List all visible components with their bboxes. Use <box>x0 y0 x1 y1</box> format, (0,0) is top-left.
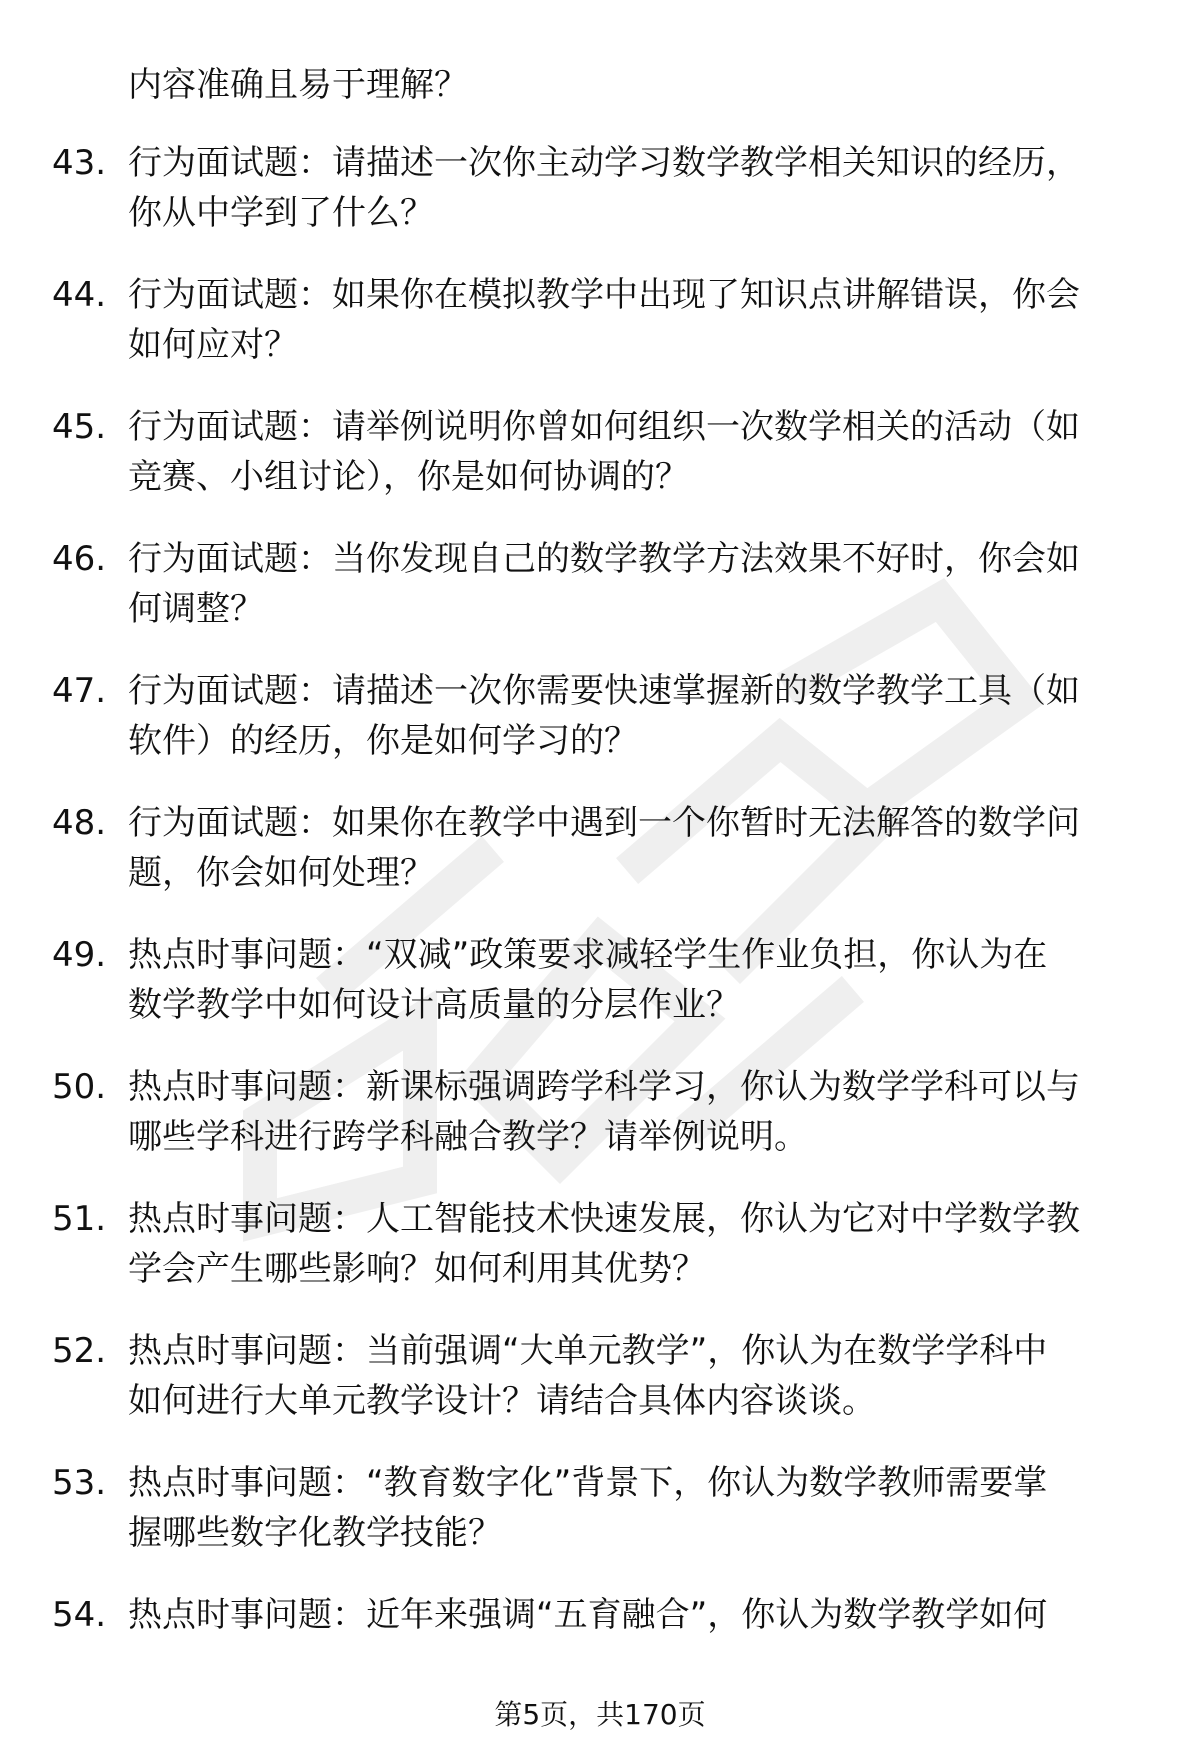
question-text <box>128 534 1138 634</box>
question-item <box>0 402 1200 534</box>
question-line: 行为面试题：如果你在模拟教学中出现了知识点讲解错误，你会 <box>128 275 1080 315</box>
question-line: 数学教学中如何设计高质量的分层作业？ <box>128 985 740 1025</box>
question-line: 你从中学到了什么？ <box>128 193 434 233</box>
question-text <box>128 1062 1138 1162</box>
question-item <box>0 534 1200 666</box>
question-line: 学会产生哪些影响？如何利用其优势？ <box>128 1249 706 1289</box>
question-number: 47. <box>52 671 107 711</box>
question-text <box>128 666 1138 766</box>
question-line: 竞赛、小组讨论），你是如何协调的？ <box>128 457 689 497</box>
question-line: 行为面试题：如果你在教学中遇到一个你暂时无法解答的数学问 <box>128 803 1080 843</box>
page-footer: 第5页，共170页 <box>494 1698 706 1731</box>
question-text <box>128 1194 1138 1294</box>
question-line: 行为面试题：请举例说明你曾如何组织一次数学相关的活动（如 <box>128 407 1080 447</box>
question-line: 热点时事问题：近年来强调“五育融合”，你认为数学教学如何 <box>128 1595 1048 1635</box>
question-line: 行为面试题：请描述一次你主动学习数学教学相关知识的经历， <box>128 143 1080 183</box>
question-line: 热点时事问题：“双减”政策要求减轻学生作业负担，你认为在 <box>128 935 1048 975</box>
question-number: 48. <box>52 803 107 843</box>
question-item <box>0 270 1200 402</box>
question-number: 49. <box>52 935 107 975</box>
question-number: 45. <box>52 407 107 447</box>
question-text <box>128 1458 1138 1558</box>
question-line: 行为面试题：当你发现自己的数学教学方法效果不好时，你会如 <box>128 539 1080 579</box>
question-line: 热点时事问题：人工智能技术快速发展，你认为它对中学数学教 <box>128 1199 1080 1239</box>
question-item <box>0 1194 1200 1326</box>
question-line: 如何进行大单元教学设计？请结合具体内容谈谈。 <box>128 1381 876 1421</box>
question-text <box>128 1326 1138 1426</box>
question-text <box>128 798 1138 898</box>
question-item <box>0 1062 1200 1194</box>
question-number: 51. <box>52 1199 107 1239</box>
question-line: 热点时事问题：当前强调“大单元教学”，你认为在数学学科中 <box>128 1331 1048 1371</box>
question-line: 如何应对？ <box>128 325 298 365</box>
question-text <box>128 270 1138 370</box>
question-text <box>128 930 1138 1030</box>
question-number: 52. <box>52 1331 107 1371</box>
question-list <box>0 138 1200 1722</box>
question-line: 软件）的经历，你是如何学习的？ <box>128 721 638 761</box>
question-line: 何调整？ <box>128 589 264 629</box>
question-item <box>0 1326 1200 1458</box>
question-item <box>0 798 1200 930</box>
question-line: 题，你会如何处理？ <box>128 853 434 893</box>
question-item <box>0 138 1200 270</box>
question-item <box>0 666 1200 798</box>
question-line: 热点时事问题：新课标强调跨学科学习，你认为数学学科可以与 <box>128 1067 1080 1107</box>
question-item <box>0 1458 1200 1590</box>
question-item <box>0 930 1200 1062</box>
question-number: 53. <box>52 1463 107 1503</box>
question-number: 44. <box>52 275 107 315</box>
continuation-line: 内容准确且易于理解？ <box>128 65 468 105</box>
question-number: 50. <box>52 1067 107 1107</box>
question-text <box>128 1590 1138 1640</box>
question-number: 43. <box>52 143 107 183</box>
question-text <box>128 138 1138 238</box>
question-line: 热点时事问题：“教育数字化”背景下，你认为数学教师需要掌 <box>128 1463 1048 1503</box>
question-text <box>128 402 1138 502</box>
question-number: 54. <box>52 1595 107 1635</box>
question-number: 46. <box>52 539 107 579</box>
question-line: 握哪些数字化教学技能？ <box>128 1513 502 1553</box>
question-line: 哪些学科进行跨学科融合教学？请举例说明。 <box>128 1117 808 1157</box>
question-line: 行为面试题：请描述一次你需要快速掌握新的数学教学工具（如 <box>128 671 1080 711</box>
